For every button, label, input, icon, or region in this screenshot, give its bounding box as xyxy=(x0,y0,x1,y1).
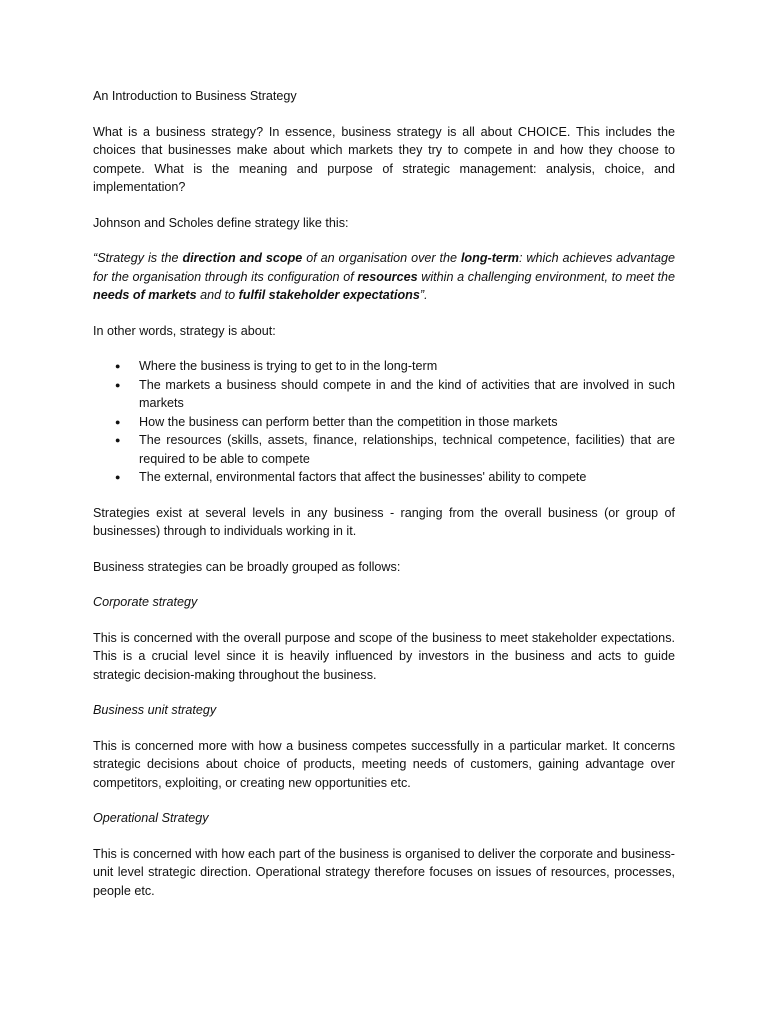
business-unit-strategy-body: This is concerned more with how a business competes successfully in a particular market. It concerns strategic decisions about choice of products, meeting needs of customers, gaining advantage over competitors, exploiting, or creating new opportunities etc. xyxy=(93,738,675,790)
list-item-text: The resources (skills, assets, finance, relationships, technical competence, facilities) that are required to be able to compete xyxy=(139,433,675,466)
list-item-text: The external, environmental factors that affect the businesses' ability to compete xyxy=(139,470,587,484)
quote-emphasis-direction: direction and scope xyxy=(182,251,303,265)
quote-text-1: “Strategy is the xyxy=(93,251,183,265)
operational-strategy-body: This is concerned with how each part of the business is organised to deliver the corporate and business-unit level strategic direction. Operational strategy therefore focuses on issues of resources, processes, people etc. xyxy=(93,846,675,898)
quote-text-2: of an organisation over the xyxy=(302,251,461,265)
levels-paragraph: Strategies exist at several levels in any business - ranging from the overall business (or group of businesses) through to individuals working in it. xyxy=(93,505,675,538)
corporate-strategy-heading: Corporate strategy xyxy=(93,595,198,609)
bullet-icon: ● xyxy=(115,435,121,445)
list-item xyxy=(115,468,675,487)
business-unit-strategy-heading: Business unit strategy xyxy=(93,703,217,717)
quote-text-6: ”. xyxy=(419,288,428,302)
definition-intro: Johnson and Scholes define strategy like this: xyxy=(93,215,349,230)
bullet-icon: ● xyxy=(115,361,121,371)
other-words-paragraph: In other words, strategy is about: xyxy=(93,323,276,338)
corporate-strategy-body: This is concerned with the overall purpose and scope of the business to meet stakeholder expectations. This is a crucial level since it is heavily influenced by investors in the business and acts to guide strategic decision-making throughout the business. xyxy=(93,630,675,682)
intro-paragraph: What is a business strategy? In essence, business strategy is all about CHOICE. This includes the choices that businesses make about which markets they try to compete in and how they choose to compete. What is the meaning and purpose of strategic management: analysis, choice, and implementation? xyxy=(93,124,675,194)
list-item-text: How the business can perform better than the competition in those markets xyxy=(139,414,558,429)
bullet-icon: ● xyxy=(115,379,121,390)
operational-strategy-heading: Operational Strategy xyxy=(93,811,209,825)
quote-text-5: and to xyxy=(196,288,239,302)
quote-text-3: : which achieves advantage for the organisation through its configuration of xyxy=(93,251,676,284)
list-item xyxy=(115,376,675,413)
grouped-paragraph: Business strategies can be broadly grouped as follows: xyxy=(93,559,401,574)
quote-emphasis-resources: resources xyxy=(357,269,418,284)
strategy-bullet-list xyxy=(93,357,675,487)
bullet-icon: ● xyxy=(115,416,121,427)
list-item-text: The markets a business should compete in and the kind of activities that are involved in such markets xyxy=(139,377,675,410)
quote-emphasis-stakeholder: fulfil stakeholder expectations xyxy=(238,288,420,302)
list-item xyxy=(115,431,675,468)
quote-text-4: within a challenging environment, to meet the xyxy=(417,269,675,284)
quote-emphasis-needs: needs of markets xyxy=(93,288,197,302)
document-title: An Introduction to Business Strategy xyxy=(93,89,297,103)
list-item xyxy=(115,357,675,376)
list-item-text: Where the business is trying to get to in the long-term xyxy=(139,359,438,373)
quote-emphasis-long-term: long-term xyxy=(460,251,520,265)
strategy-definition-quote xyxy=(93,249,675,305)
bullet-icon: ● xyxy=(115,472,121,482)
list-item xyxy=(115,413,675,432)
